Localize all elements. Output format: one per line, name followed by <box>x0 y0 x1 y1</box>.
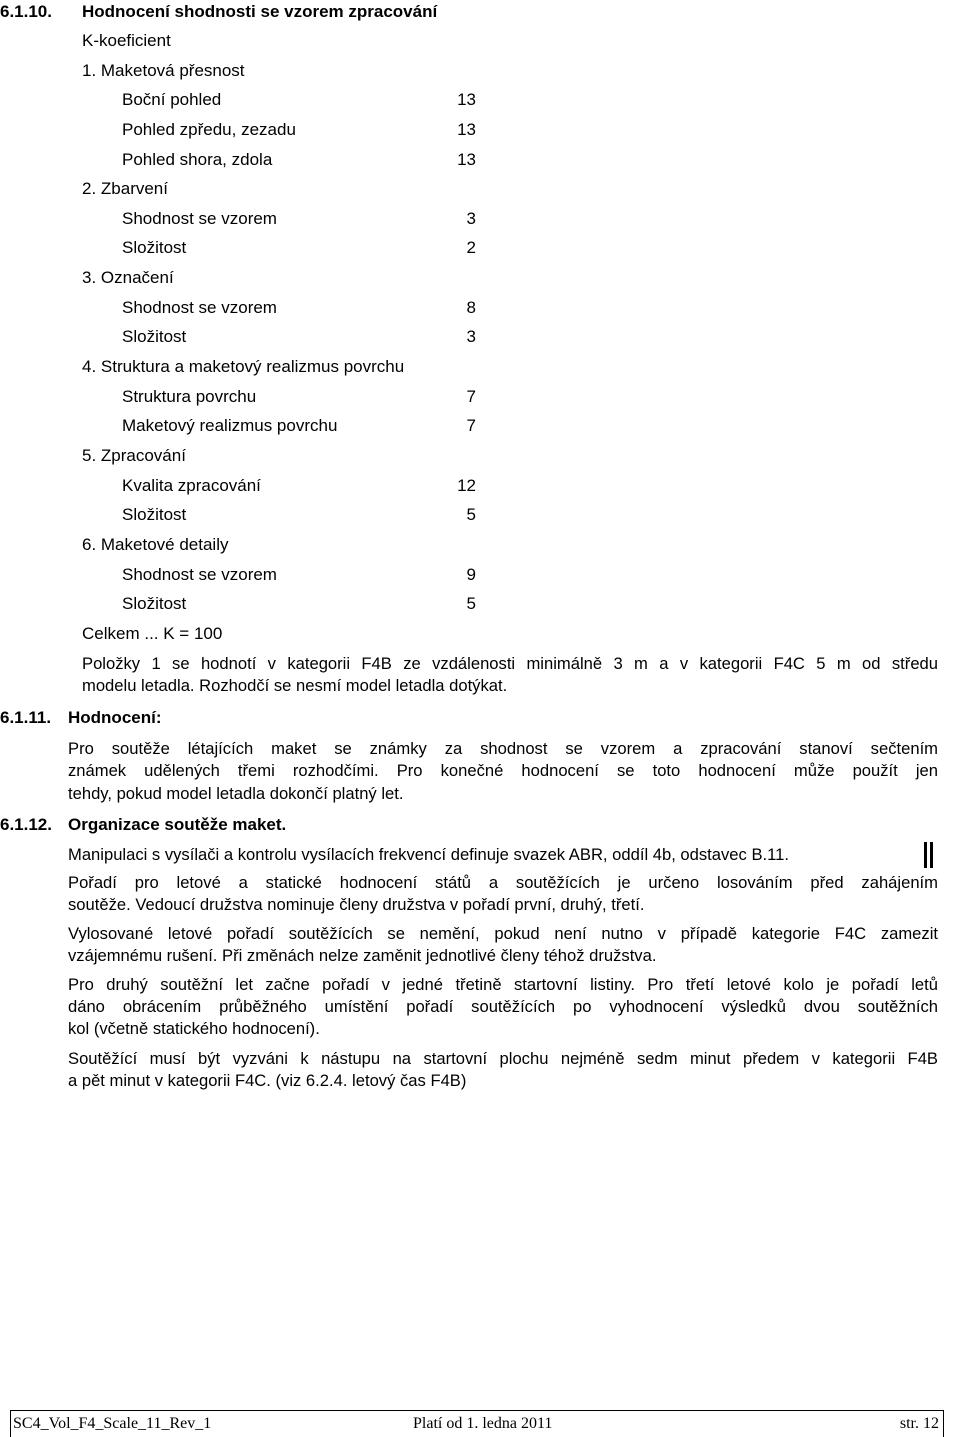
paragraph-line: známek udělených třemi rozhodčími. Pro konečné hodnocení se toto hodnocení může použít jen <box>68 761 938 780</box>
paragraph-line: Pro druhý soutěžní let začne pořadí v jedné třetině startovní listiny. Pro třetí letové kolo je pořadí letů <box>68 975 938 994</box>
section-6112-number: 6.1.12. <box>0 815 52 834</box>
item-label: Složitost <box>122 238 187 257</box>
paragraph-line: Vylosované letové pořadí soutěžících se nemění, pokud není nutno v případě kategorie F4C zamezit <box>68 924 938 943</box>
item-label: Shodnost se vzorem <box>122 298 277 317</box>
paragraph-line: Pořadí pro letové a statické hodnocení států a soutěžících je určeno losováním před zahájením <box>68 873 938 892</box>
paragraph-line: vzájemnému rušení. Při změnách nelze zaměnit jednotlivé členy téhož družstva. <box>68 946 657 965</box>
group-heading: 6. Maketové detaily <box>82 535 229 554</box>
group-heading: 5. Zpracování <box>82 446 186 465</box>
item-value: 9 <box>466 565 476 584</box>
revision-change-bar <box>924 842 927 868</box>
item-label: Shodnost se vzorem <box>122 209 277 228</box>
item-label: Složitost <box>122 327 187 346</box>
paragraph-line: kol (včetně statického hodnocení). <box>68 1019 320 1038</box>
note-line: Položky 1 se hodnotí v kategorii F4B ze vzdálenosti minimálně 3 m a v kategorii F4C 5 m od středu <box>82 654 938 673</box>
group-heading: 2. Zbarvení <box>82 179 168 198</box>
item-label: Kvalita zpracování <box>122 476 261 495</box>
item-label: Pohled shora, zdola <box>122 150 273 169</box>
item-label: Pohled zpředu, zezadu <box>122 120 296 139</box>
paragraph-line: dáno obrácením průběžného umístění pořadí soutěžících po vyhodnocení výsledků dvou soutěžních <box>68 997 938 1016</box>
item-value: 2 <box>466 238 476 257</box>
page-footer <box>10 1410 944 1437</box>
footer-page-number: str. 12 <box>899 1415 939 1432</box>
group-heading: 4. Struktura a maketový realizmus povrchu <box>82 357 405 376</box>
paragraph-line: Soutěžící musí být vyzváni k nástupu na startovní plochu nejméně sedm minut předem v kategorii F4B <box>68 1049 938 1068</box>
group-heading: 3. Označení <box>82 268 174 287</box>
section-6110-number: 6.1.10. <box>0 2 52 21</box>
item-value: 13 <box>457 120 476 139</box>
item-value: 13 <box>457 150 476 169</box>
item-label: Maketový realizmus povrchu <box>122 416 338 435</box>
item-label: Složitost <box>122 594 187 613</box>
footer-doc-id: SC4_Vol_F4_Scale_11_Rev_1 <box>13 1415 212 1432</box>
note-line: modelu letadla. Rozhodčí se nesmí model letadla dotýkat. <box>82 676 508 695</box>
item-label: Boční pohled <box>122 90 222 109</box>
total-line: Celkem ... K = 100 <box>82 624 223 643</box>
section-6110-title: Hodnocení shodnosti se vzorem zpracování <box>82 2 438 21</box>
item-value: 7 <box>466 387 476 406</box>
k-coefficient-label: K-koeficient <box>82 31 171 50</box>
paragraph-line: soutěže. Vedoucí družstva nominuje členy družstva v pořadí první, druhý, třetí. <box>68 895 645 914</box>
item-label: Struktura povrchu <box>122 387 257 406</box>
item-label: Složitost <box>122 505 187 524</box>
section-6111-number: 6.1.11. <box>0 708 52 727</box>
paragraph-line: tehdy, pokud model letadla dokončí platný let. <box>68 784 404 803</box>
section-6112-title: Organizace soutěže maket. <box>68 815 287 834</box>
group-heading: 1. Maketová přesnost <box>82 61 245 80</box>
item-value: 12 <box>457 476 476 495</box>
item-value: 13 <box>457 90 476 109</box>
item-value: 3 <box>466 209 476 228</box>
paragraph-line: Pro soutěže létajících maket se známky za shodnost se vzorem a zpracování stanoví sečtením <box>68 739 938 758</box>
section-6111-title: Hodnocení: <box>68 708 162 727</box>
paragraph-line: a pět minut v kategorii F4C. (viz 6.2.4. letový čas F4B) <box>68 1071 467 1090</box>
item-value: 5 <box>466 505 476 524</box>
footer-valid-from: Platí od 1. ledna 2011 <box>413 1415 553 1432</box>
item-value: 3 <box>466 327 476 346</box>
paragraph-line: Manipulaci s vysílači a kontrolu vysílacích frekvencí definuje svazek ABR, oddíl 4b, odstavec B.11. <box>68 845 789 864</box>
item-label: Shodnost se vzorem <box>122 565 277 584</box>
item-value: 7 <box>466 416 476 435</box>
revision-change-bar <box>930 842 933 868</box>
item-value: 5 <box>466 594 476 613</box>
item-value: 8 <box>466 298 476 317</box>
